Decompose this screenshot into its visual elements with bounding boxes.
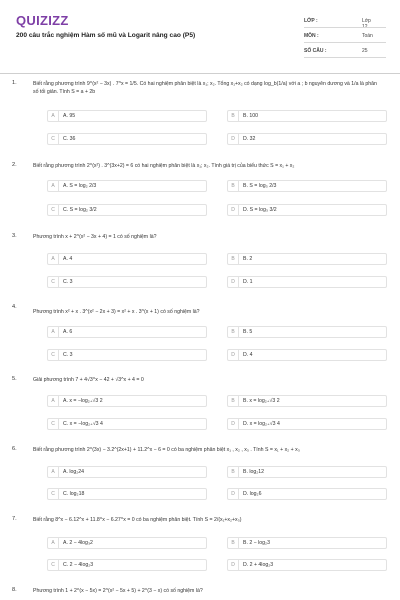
option-text: D. x = log₂₊√3 4: [243, 421, 280, 427]
option-letter: B: [228, 396, 239, 406]
option-text: B. 2 − log₂3: [243, 540, 270, 546]
option-b[interactable]: [227, 395, 387, 407]
option-text: B. S = log₃ 2/3: [243, 183, 277, 189]
option-letter: A: [48, 467, 59, 477]
option-letter: D: [228, 560, 239, 570]
option-b[interactable]: [227, 180, 387, 192]
option-letter: B: [228, 538, 239, 548]
option-d[interactable]: [227, 488, 387, 500]
option-text: C. S = log₂ 3/2: [63, 207, 97, 213]
question-number: 6.: [12, 446, 17, 452]
option-text: C. 3: [63, 279, 73, 285]
question-number: 8.: [12, 587, 17, 593]
meta-value: 25: [362, 48, 368, 54]
question-number: 4.: [12, 304, 17, 310]
option-d[interactable]: [227, 418, 387, 430]
question-text: Phương trình 1 + 2^(x − 5x) = 2^(x² − 5x + 5) + 2^(3 − x) có số nghiệm là?: [33, 588, 203, 594]
option-a[interactable]: [47, 326, 207, 338]
option-letter: C: [48, 277, 59, 287]
option-c[interactable]: [47, 418, 207, 430]
option-text: A. 4: [63, 256, 73, 262]
option-a[interactable]: [47, 253, 207, 265]
meta-divider: [304, 57, 386, 58]
option-d[interactable]: [227, 349, 387, 361]
option-letter: B: [228, 467, 239, 477]
option-d[interactable]: [227, 133, 387, 145]
option-text: D. S = log₃ 3/2: [243, 207, 277, 213]
option-text: A. 95: [63, 113, 76, 119]
question-text: Phương trình x² + x . 3^(x² − 2x + 3) = x² + x . 3^(x + 1) có số nghiệm là?: [33, 309, 200, 315]
option-d[interactable]: [227, 204, 387, 216]
option-c[interactable]: [47, 349, 207, 361]
meta-divider: [304, 27, 386, 28]
meta-value: Toán: [362, 33, 373, 39]
option-text: D. 2 + 4log₂3: [243, 562, 274, 568]
worksheet-title: 200 câu trắc nghiệm Hàm số mũ và Logarit nâng cao (P5): [16, 32, 196, 39]
option-a[interactable]: [47, 537, 207, 549]
option-text: C. log₂18: [63, 491, 85, 497]
meta-key: LỚP :: [304, 18, 318, 24]
option-letter: D: [228, 134, 239, 144]
option-text: C. 36: [63, 136, 76, 142]
question-text: Phương trình x + 2^(x² − 3x + 4) = 1 có số nghiệm là?: [33, 234, 157, 240]
option-b[interactable]: [227, 253, 387, 265]
option-text: A. x = −log₂₊√3 2: [63, 398, 103, 404]
option-d[interactable]: [227, 276, 387, 288]
question-text: Biết rằng phương trình 2^(3x) − 3.2^(2x+1) + 11.2^x − 6 = 0 có ba nghiệm phân biệt x₁ , x₂ , x₃ . Tính S = x₁ + x₂ + x₃: [33, 447, 300, 453]
quizizz-logo: QUIZIZZ: [16, 13, 69, 28]
question-text: Biết rằng phương trình 2^(x²) . 3^(3x+2) = 6 có hai nghiệm phân biệt là x₁; x₂. Tính giá trị của biểu thức S = x₁ + x₂: [33, 163, 295, 169]
option-b[interactable]: [227, 466, 387, 478]
option-text: D. 32: [243, 136, 256, 142]
option-letter: C: [48, 419, 59, 429]
option-text: D. 1: [243, 279, 253, 285]
option-b[interactable]: [227, 326, 387, 338]
option-text: D. log₂6: [243, 491, 262, 497]
option-letter: A: [48, 254, 59, 264]
option-text: A. 6: [63, 329, 73, 335]
option-text: B. log₂12: [243, 469, 265, 475]
option-letter: A: [48, 327, 59, 337]
option-a[interactable]: [47, 180, 207, 192]
option-c[interactable]: [47, 133, 207, 145]
option-a[interactable]: [47, 110, 207, 122]
meta-value: Lớp 12: [362, 18, 371, 30]
meta-key: SỐ CÂU :: [304, 48, 327, 54]
option-letter: C: [48, 350, 59, 360]
option-letter: B: [228, 254, 239, 264]
option-d[interactable]: [227, 559, 387, 571]
option-text: C. x = −log₂₊√3 4: [63, 421, 103, 427]
option-letter: A: [48, 396, 59, 406]
option-letter: C: [48, 560, 59, 570]
question-text: Giải phương trình 7 + 4√3^x − 42 + √3^x + 4 = 0: [33, 377, 144, 383]
option-text: C. 2 − 4log₂3: [63, 562, 94, 568]
option-c[interactable]: [47, 204, 207, 216]
question-number: 7.: [12, 516, 17, 522]
option-letter: A: [48, 181, 59, 191]
option-text: B. 2: [243, 256, 253, 262]
option-text: B. x = log₂₊√3 2: [243, 398, 280, 404]
option-c[interactable]: [47, 559, 207, 571]
option-letter: A: [48, 538, 59, 548]
option-a[interactable]: [47, 395, 207, 407]
option-b[interactable]: [227, 537, 387, 549]
option-text: D. 4: [243, 352, 253, 358]
option-letter: D: [228, 489, 239, 499]
question-text: Biết rằng phương trình 9^(x² − 3x) . 7^x = 1/5. Có hai nghiệm phân biệt là x₁; x₂. Tổng x₁+x₂ có dạng log_b(1/a) với a ; b nguyên dương và 1/a là phân số tối giản. Tính S = a + 2b: [33, 81, 377, 96]
option-text: A. S = log₂ 2/3: [63, 183, 97, 189]
question-number: 2.: [12, 162, 17, 168]
question-number: 1.: [12, 80, 17, 86]
option-c[interactable]: [47, 488, 207, 500]
option-letter: D: [228, 277, 239, 287]
meta-divider: [304, 42, 386, 43]
question-text: Biết rằng 8^x − 6.12^x + 11.8^x − 6.27^x = 0 có ba nghiệm phân biệt. Tính S = 2/(x₁+x₂+x₃): [33, 517, 242, 523]
meta-key: MÔN :: [304, 33, 319, 39]
option-letter: D: [228, 205, 239, 215]
option-b[interactable]: [227, 110, 387, 122]
option-letter: D: [228, 419, 239, 429]
question-number: 5.: [12, 376, 17, 382]
option-text: B. 5: [243, 329, 253, 335]
option-letter: D: [228, 350, 239, 360]
option-letter: C: [48, 134, 59, 144]
option-letter: B: [228, 181, 239, 191]
worksheet-header: [0, 0, 400, 74]
option-text: A. log₂24: [63, 469, 85, 475]
option-letter: A: [48, 111, 59, 121]
question-number: 3.: [12, 233, 17, 239]
option-letter: B: [228, 327, 239, 337]
option-letter: B: [228, 111, 239, 121]
option-text: B. 100: [243, 113, 258, 119]
option-letter: C: [48, 489, 59, 499]
option-c[interactable]: [47, 276, 207, 288]
option-a[interactable]: [47, 466, 207, 478]
option-letter: C: [48, 205, 59, 215]
option-text: A. 2 − 4log₃2: [63, 540, 93, 546]
option-text: C. 3: [63, 352, 73, 358]
